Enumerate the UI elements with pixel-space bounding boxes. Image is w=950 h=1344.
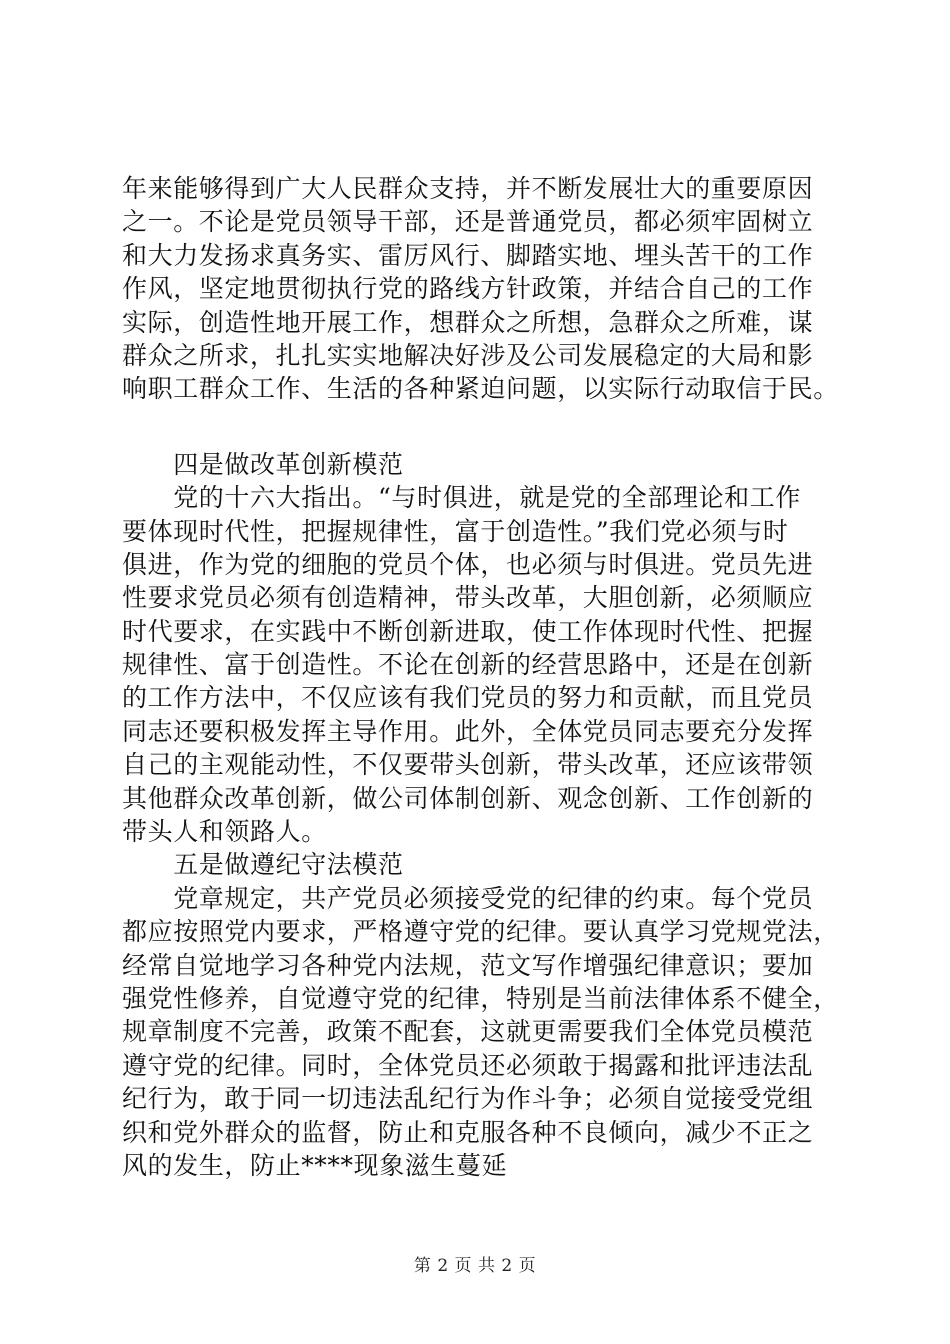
text-line: 织和党外群众的监督，防止和克服各种不良倾向，减少不正之 bbox=[122, 1117, 814, 1147]
text-line: 同志还要积极发挥主导作用。此外，全体党员同志要充分发挥 bbox=[122, 716, 814, 746]
text-line: 党章规定，共产党员必须接受党的纪律的约束。每个党员 bbox=[122, 883, 814, 913]
paragraph-spacer bbox=[122, 406, 842, 448]
text-line: 都应按照党内要求，严格遵守党的纪律。要认真学习党规党法， bbox=[122, 917, 839, 947]
paragraph-2 bbox=[122, 481, 842, 848]
text-line: 群众之所求，扎扎实实地解决好涉及公司发展稳定的大局和影 bbox=[122, 340, 814, 370]
page-number-footer: 第 2 页 共 2 页 bbox=[413, 1256, 537, 1276]
text-line: 强党性修养，自觉遵守党的纪律，特别是当前法律体系不健全， bbox=[122, 983, 839, 1013]
text-line: 和大力发扬求真务实、雷厉风行、脚踏实地、埋头苦干的工作 bbox=[122, 240, 814, 270]
text-line: 规章制度不完善，政策不配套，这就更需要我们全体党员模范 bbox=[122, 1017, 814, 1047]
text-line: 规律性、富于创造性。不论在创新的经营思路中，还是在创新 bbox=[122, 650, 814, 680]
text-line: 要体现时代性，把握规律性，富于创造性。”我们党必须与时 bbox=[122, 516, 789, 546]
text-line: 之一。不论是党员领导干部，还是普通党员，都必须牢固树立 bbox=[122, 207, 814, 237]
section-heading-5: 五是做遵纪守法模范 bbox=[122, 850, 404, 880]
paragraph-3 bbox=[122, 882, 842, 1183]
text-line: 作风，坚定地贯彻执行党的路线方针政策，并结合自己的工作 bbox=[122, 274, 814, 304]
text-line: 时代要求，在实践中不断创新进取，使工作体现时代性、把握 bbox=[122, 616, 814, 646]
text-line: 俱进，作为党的细胞的党员个体，也必须与时俱进。党员先进 bbox=[122, 549, 814, 579]
text-line: 遵守党的纪律。同时，全体党员还必须敢于揭露和批评违法乱 bbox=[122, 1050, 814, 1080]
text-line: 经常自觉地学习各种党内法规，范文写作增强纪律意识；要加 bbox=[122, 950, 814, 980]
text-line: 其他群众改革创新，做公司体制创新、观念创新、工作创新的 bbox=[122, 783, 814, 813]
text-line: 自己的主观能动性，不仅要带头创新，带头改革，还应该带领 bbox=[122, 750, 814, 780]
text-line: 的工作方法中，不仅应该有我们党员的努力和贡献，而且党员 bbox=[122, 683, 814, 713]
paragraph-1 bbox=[122, 172, 842, 406]
section-heading-4: 四是做改革创新模范 bbox=[122, 449, 404, 479]
text-line: 性要求党员必须有创造精神，带头改革，大胆创新，必须顺应 bbox=[122, 583, 814, 613]
text-line: 带头人和领路人。 bbox=[122, 817, 327, 847]
text-line: 党的十六大指出。“与时俱进，就是党的全部理论和工作 bbox=[122, 483, 801, 513]
text-line: 年来能够得到广大人民群众支持，并不断发展壮大的重要原因 bbox=[122, 174, 814, 203]
text-line: 纪行为，敢于同一切违法乱纪行为作斗争；必须自觉接受党组 bbox=[122, 1084, 814, 1114]
text-line: 实际，创造性地开展工作，想群众之所想，急群众之所难，谋 bbox=[122, 307, 814, 337]
text-line: 响职工群众工作、生活的各种紧迫问题，以实际行动取信于民。 bbox=[122, 374, 839, 404]
document-body bbox=[122, 172, 842, 1182]
text-line: 风的发生，防止****现象滋生蔓延 bbox=[122, 1150, 508, 1180]
